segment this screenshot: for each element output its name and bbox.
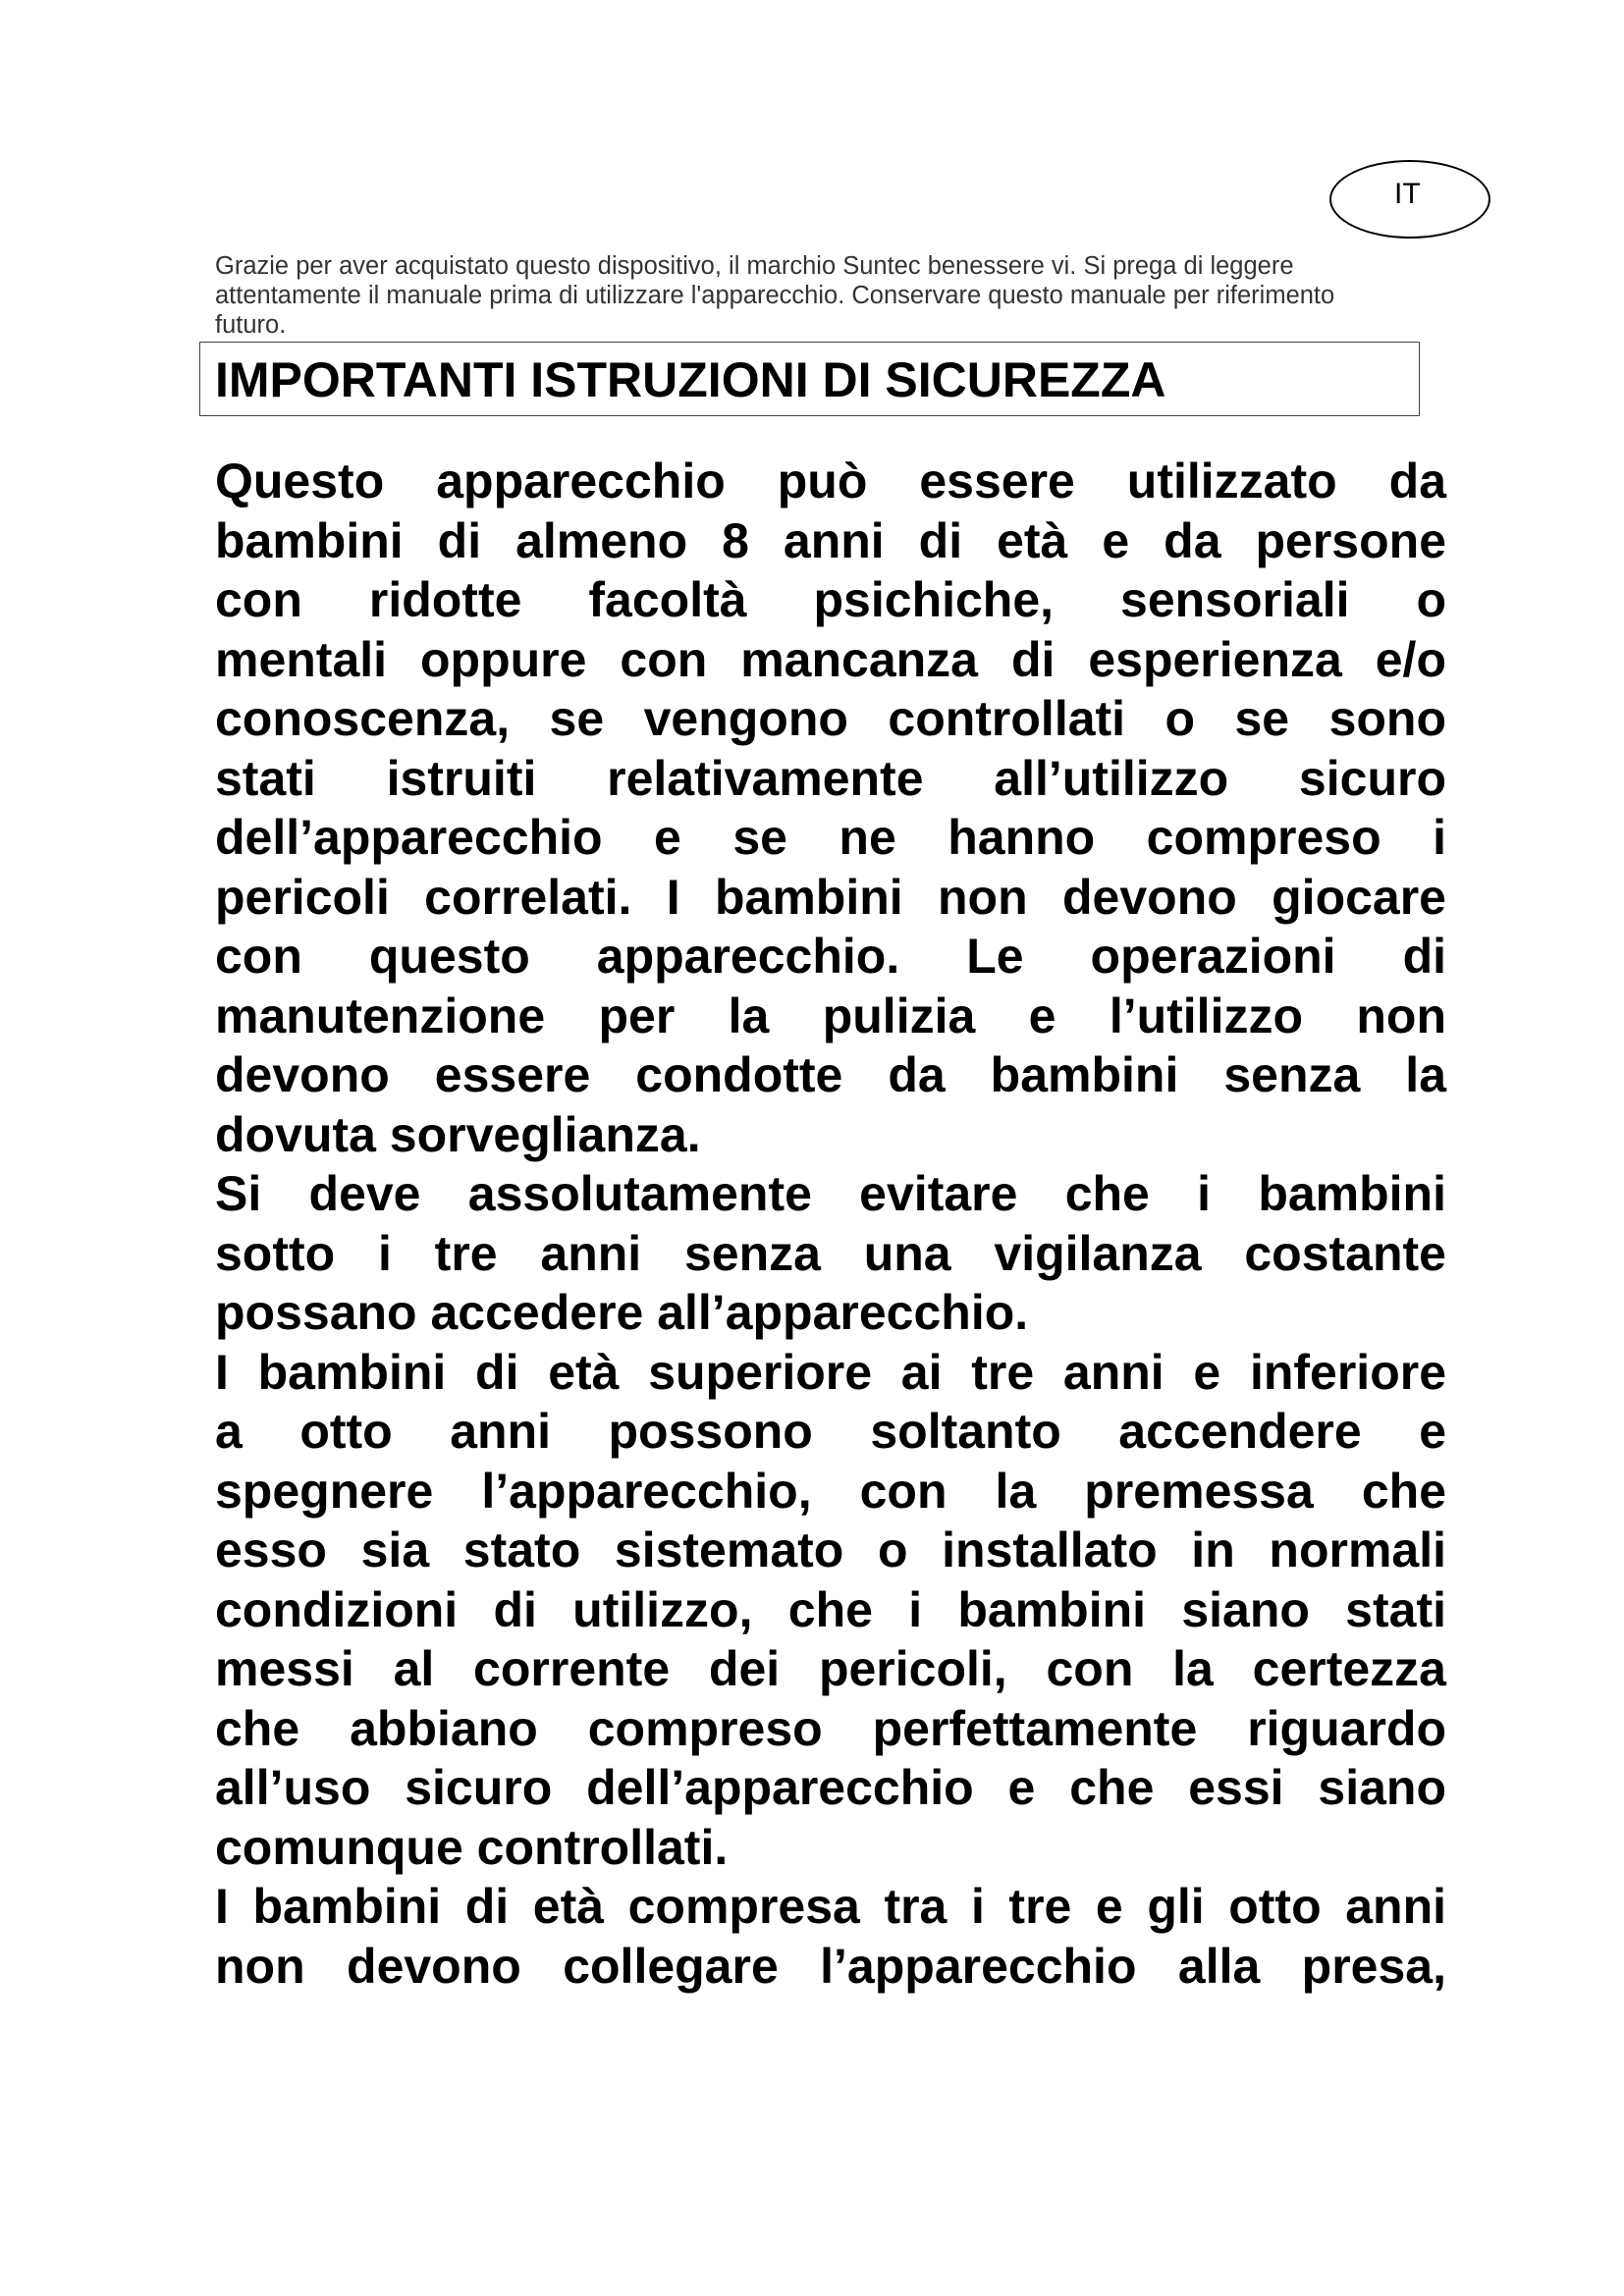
body-line: Si deve assolutamente evitare che i bambini: [215, 1166, 1446, 1221]
body-line: pericoli correlati. I bambini non devono giocare: [215, 869, 1446, 925]
body-line: conoscenza, se vengono controllati o se sono: [215, 691, 1446, 746]
body-line: bambini di almeno 8 anni di età e da persone: [215, 512, 1446, 568]
safety-instructions-text: [215, 452, 1446, 1996]
section-title: IMPORTANTI ISTRUZIONI DI SICUREZZA: [215, 352, 1166, 407]
body-line: sotto i tre anni senza una vigilanza costante: [215, 1225, 1446, 1281]
body-line: a otto anni possono soltanto accendere e: [215, 1404, 1446, 1459]
body-line: che abbiano compreso perfettamente riguardo: [215, 1700, 1446, 1756]
body-line: Questo apparecchio può essere utilizzato da: [215, 454, 1446, 508]
intro-line: futuro.: [215, 311, 287, 339]
body-line: non devono collegare l’apparecchio alla presa,: [215, 1938, 1446, 1994]
body-line: devono essere condotte da bambini senza la: [215, 1047, 1446, 1102]
body-line: con questo apparecchio. Le operazioni di: [215, 929, 1446, 984]
language-code: IT: [1394, 178, 1421, 210]
body-line: all’uso sicuro dell’apparecchio e che essi siano: [215, 1760, 1446, 1815]
body-line: I bambini di età superiore ai tre anni e inferiore: [215, 1344, 1446, 1400]
body-line: I bambini di età compresa tra i tre e gli otto anni: [215, 1879, 1446, 1934]
body-line: possano accedere all’apparecchio.: [215, 1285, 1029, 1340]
body-line: dovuta sorveglianza.: [215, 1106, 701, 1162]
body-line: condizioni di utilizzo, che i bambini siano stati: [215, 1581, 1446, 1637]
intro-line: attentamente il manuale prima di utilizzare l'apparecchio. Conservare questo manuale per riferimento: [215, 282, 1335, 309]
body-line: comunque controllati.: [215, 1819, 729, 1875]
language-badge: [1329, 160, 1490, 239]
body-line: dell’apparecchio e se ne hanno compreso i: [215, 810, 1446, 865]
intro-paragraph: [215, 251, 1393, 340]
section-title-box: [199, 342, 1420, 416]
body-line: stati istruiti relativamente all’utilizzo sicuro: [215, 750, 1446, 806]
body-line: manutenzione per la pulizia e l’utilizzo non: [215, 988, 1446, 1043]
body-line: mentali oppure con mancanza di esperienza e/o: [215, 631, 1446, 687]
body-line: con ridotte facoltà psichiche, sensoriali o: [215, 572, 1446, 627]
intro-line: Grazie per aver acquistato questo dispositivo, il marchio Suntec benessere vi. Si prega di leggere: [215, 252, 1294, 280]
body-line: spegnere l’apparecchio, con la premessa che: [215, 1463, 1446, 1519]
body-line: esso sia stato sistemato o installato in normali: [215, 1522, 1446, 1577]
body-line: messi al corrente dei pericoli, con la certezza: [215, 1641, 1446, 1696]
